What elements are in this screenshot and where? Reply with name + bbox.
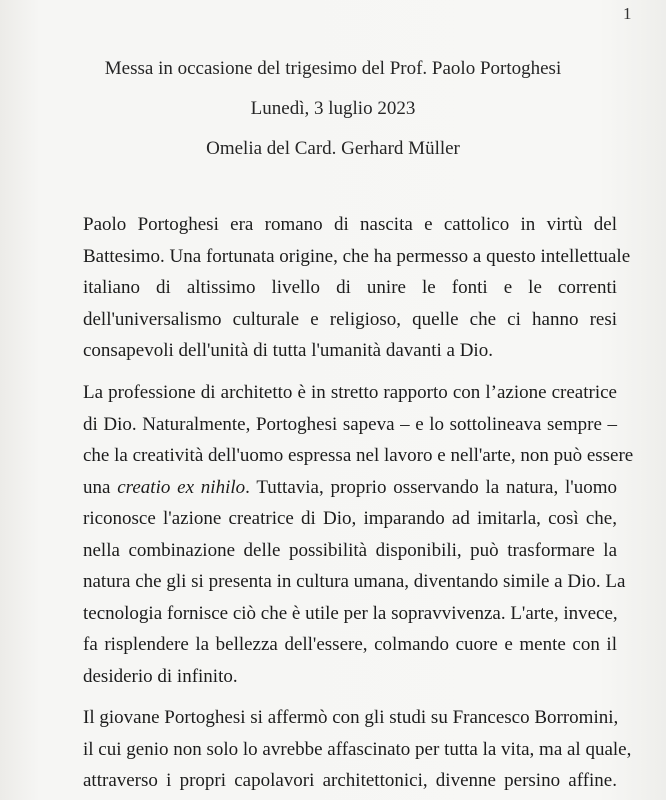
document-title: Messa in occasione del trigesimo del Prof. Paolo Portoghesi [104,58,562,79]
paragraph-3 [83,702,632,797]
paragraph-line: Paolo Portoghesi era romano di nascita e cattolico in virtù del [83,214,617,235]
paragraph-line: Il giovane Portoghesi si affermò con gli studi su Francesco Borromini, [83,707,619,728]
paragraph-line: che la creatività dell'uomo espressa nel lavoro e nell'arte, non può essere [83,445,634,466]
paragraph-line: riconosce l'azione creatrice di Dio, imparando ad imitarla, così che, [83,508,617,529]
text-run: una [83,476,118,498]
document-subtitle: Omelia del Card. Gerhard Müller [206,138,460,159]
paragraph-1 [83,209,631,367]
paragraph-2 [83,377,634,692]
paragraph-line: attraverso i propri capolavori architettonici, divenne persino affine. [83,770,617,791]
page-number: 1 [623,4,632,23]
paragraph-line: di Dio. Naturalmente, Portoghesi sapeva – e lo sottolineava sempre – [83,413,617,435]
paragraph-line: italiano di altissimo livello di unire le fonti e le correnti [83,277,617,298]
paragraph-line: desiderio di infinito. [83,665,238,687]
paragraph-line: dell'universalismo culturale e religioso, quelle che ci hanno resi [83,308,617,330]
paragraph-line: nella combinazione delle possibilità disponibili, può trasformare la [83,539,617,561]
document-date: Lunedì, 3 luglio 2023 [250,98,416,119]
paragraph-line: La professione di architetto è in stretto rapporto con l’azione creatrice [83,382,617,403]
text-run: . Tuttavia, proprio osservando la natura, l'uomo [245,476,617,498]
paragraph-line: il cui genio non solo lo avrebbe affascinato per tutta la vita, ma al quale, [83,738,632,760]
latin-phrase: creatio ex nihilo [117,476,246,498]
paragraph-line: natura che gli si presenta in cultura umana, diventando simile a Dio. La [83,571,626,592]
paragraph-line: fa risplendere la bellezza dell'essere, colmando cuore e mente con il [83,634,617,655]
paragraph-line: Battesimo. Una fortunata origine, che ha permesso a questo intellettuale [83,245,631,267]
paragraph-line: tecnologia fornisce ciò che è utile per la sopravvivenza. L'arte, invece, [83,602,618,624]
paragraph-line: consapevoli dell'unità di tutta l'umanità davanti a Dio. [83,340,493,361]
paragraph-line [83,472,617,504]
